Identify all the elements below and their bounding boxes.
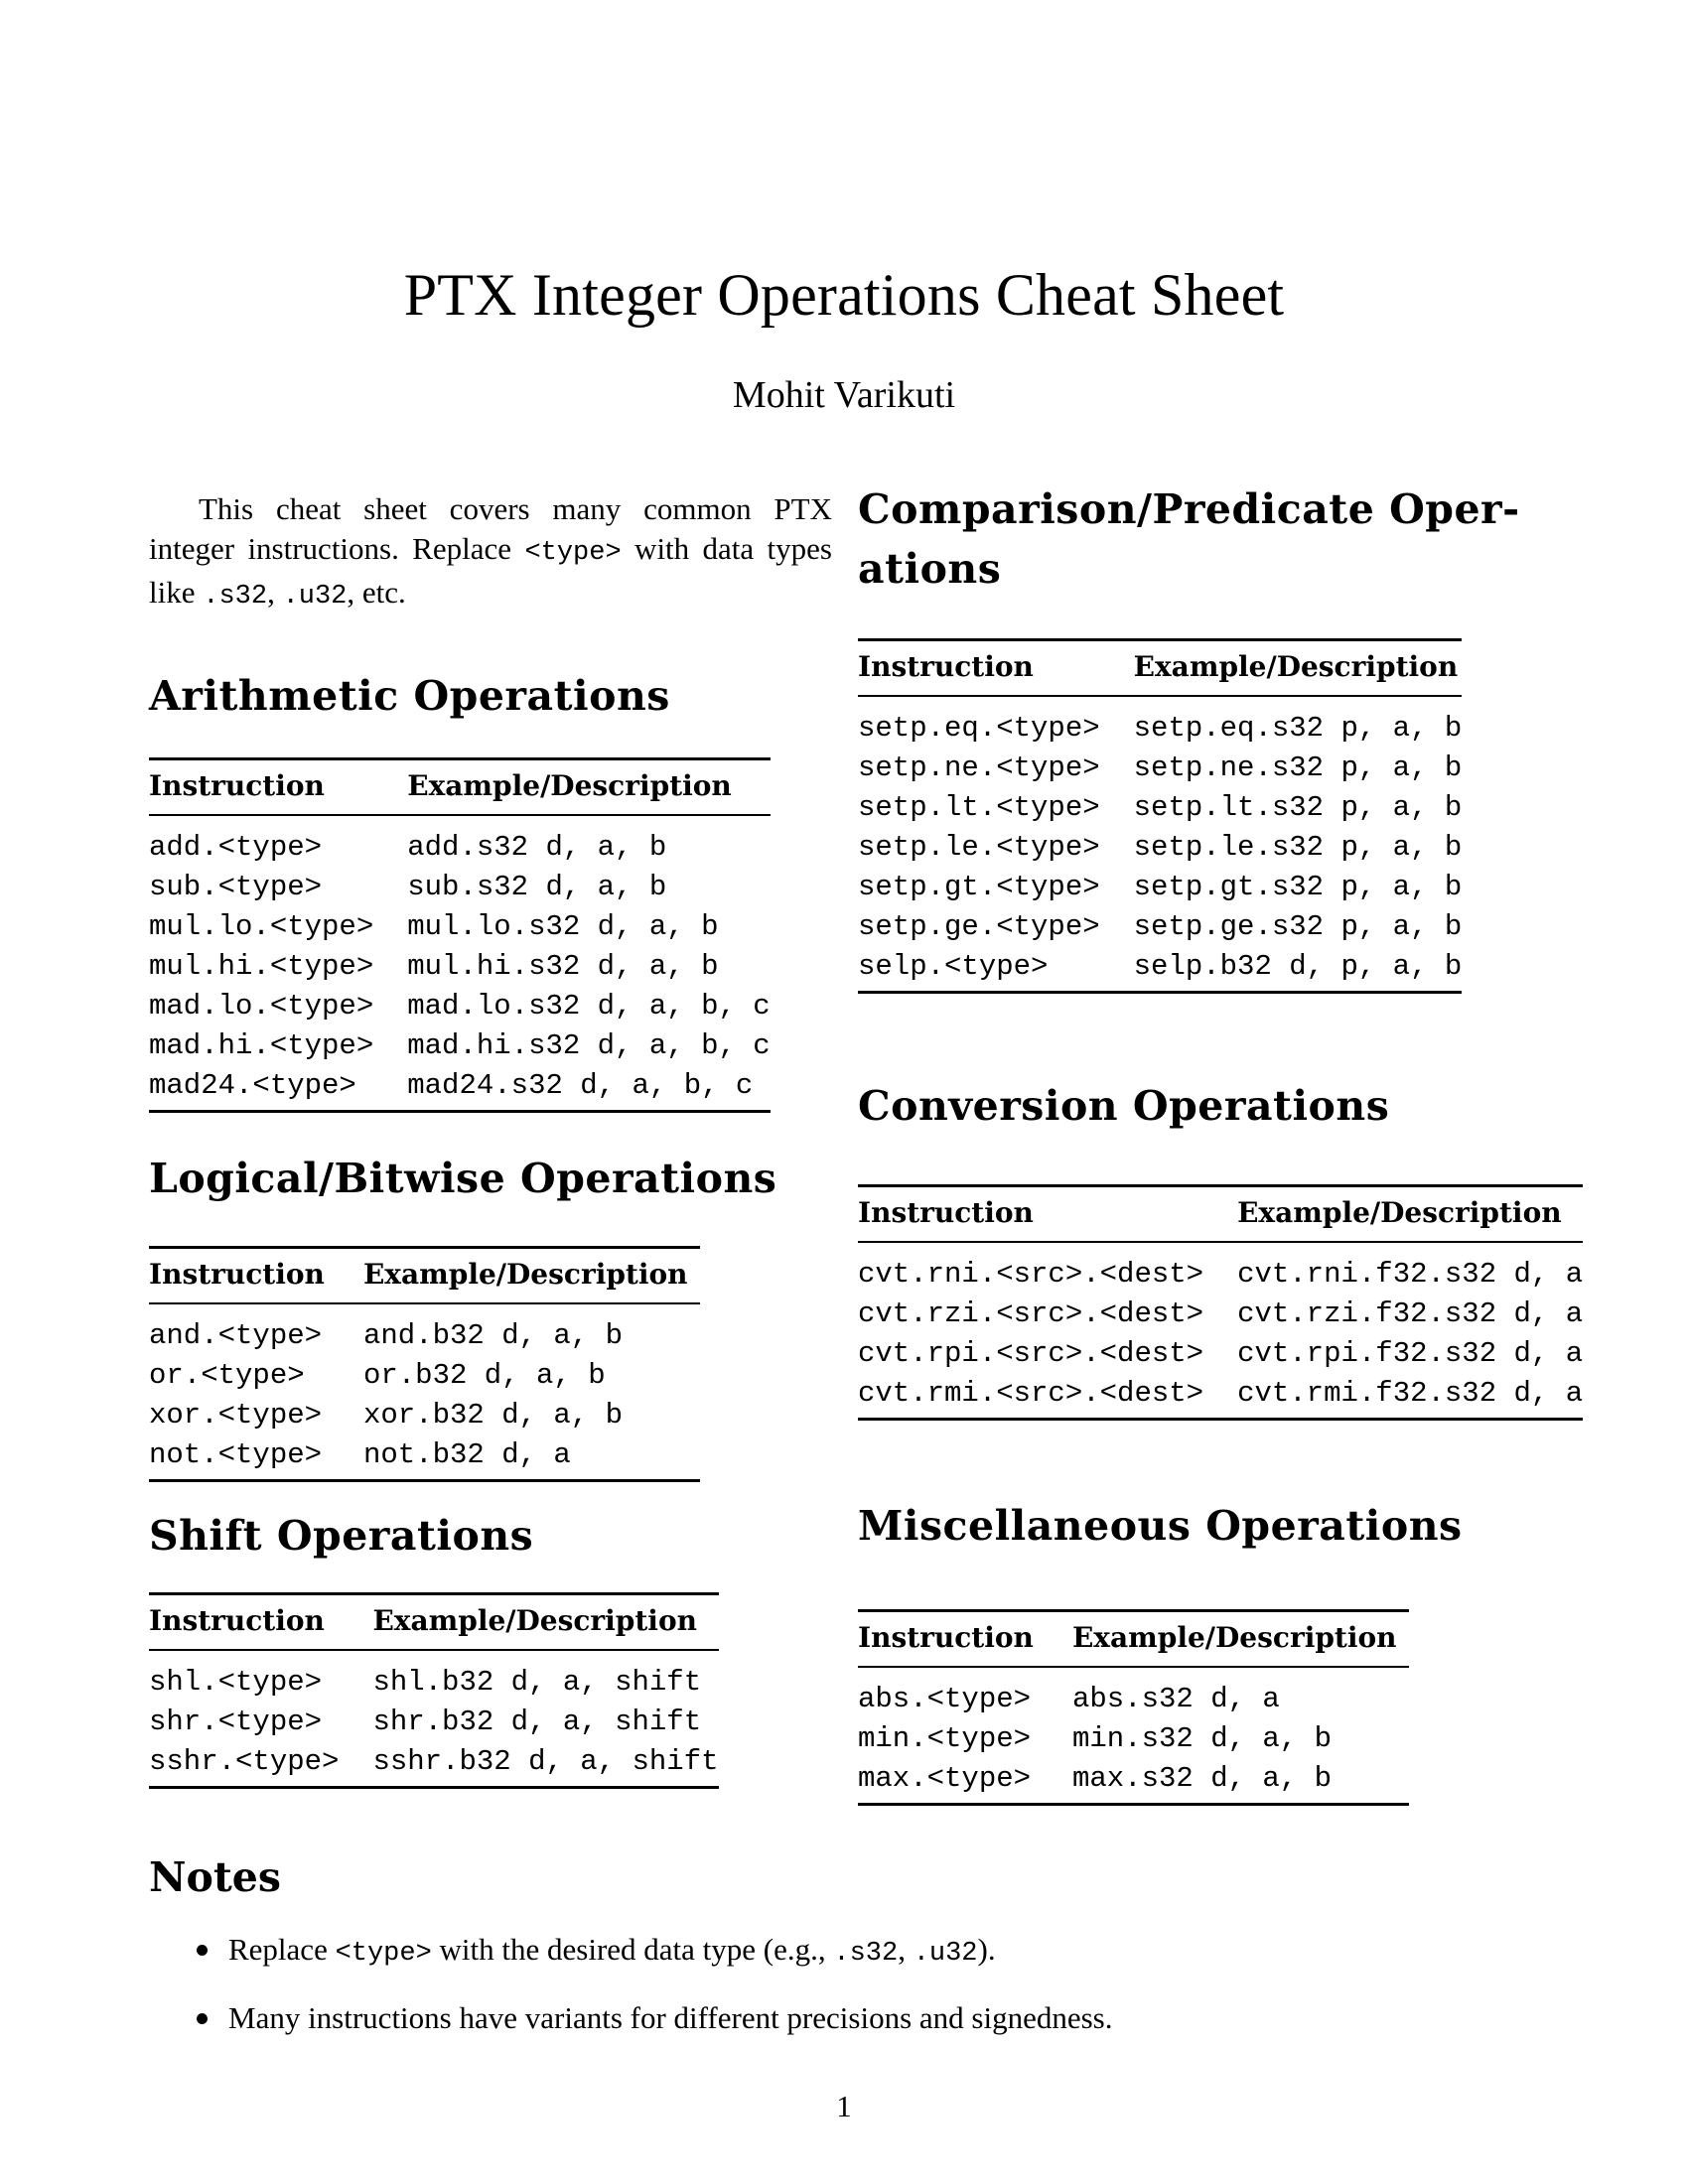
column-header-instruction: Instruction bbox=[149, 1248, 363, 1304]
heading-line: ations bbox=[858, 545, 1002, 593]
note-text: Many instructions have variants for different precisions and signedness. bbox=[228, 2000, 1113, 2035]
table-header-row bbox=[149, 759, 771, 816]
table-row bbox=[858, 947, 1462, 993]
instruction-cell: mul.lo.<type> bbox=[149, 910, 374, 943]
instruction-cell: setp.eq.<type> bbox=[858, 712, 1100, 745]
table-header-row bbox=[149, 1248, 700, 1304]
table-row bbox=[858, 1667, 1409, 1719]
table-row bbox=[858, 868, 1462, 907]
notes-list bbox=[149, 1930, 1112, 2063]
instruction-cell: setp.gt.<type> bbox=[858, 871, 1100, 903]
example-cell: setp.le.s32 p, a, b bbox=[1133, 831, 1463, 864]
table-row bbox=[149, 1066, 771, 1112]
section-heading-arithmetic: Arithmetic Operations bbox=[149, 672, 670, 720]
table-row bbox=[858, 1295, 1583, 1334]
example-cell: shr.b32 d, a, shift bbox=[372, 1706, 702, 1738]
table-row bbox=[149, 815, 771, 868]
example-cell: setp.lt.s32 p, a, b bbox=[1133, 791, 1463, 824]
example-cell: sshr.b32 d, a, shift bbox=[372, 1745, 719, 1778]
instruction-cell: cvt.rpi.<src>.<dest> bbox=[858, 1337, 1204, 1370]
instruction-cell: or.<type> bbox=[149, 1359, 305, 1392]
example-cell: mul.lo.s32 d, a, b bbox=[407, 910, 719, 943]
example-cell: cvt.rni.f32.s32 d, a bbox=[1237, 1258, 1584, 1291]
table-row bbox=[149, 947, 771, 987]
section-heading-conversion: Conversion Operations bbox=[858, 1082, 1390, 1130]
instruction-cell: mad24.<type> bbox=[149, 1069, 356, 1102]
bullet-icon bbox=[197, 2013, 208, 2024]
instruction-cell: selp.<type> bbox=[858, 950, 1049, 983]
intro-paragraph bbox=[149, 489, 832, 616]
instruction-cell: sub.<type> bbox=[149, 871, 323, 903]
table-row bbox=[149, 1026, 771, 1066]
instruction-cell: setp.le.<type> bbox=[858, 831, 1100, 864]
column-header-example: Example/Description bbox=[372, 1594, 718, 1651]
instruction-cell: and.<type> bbox=[149, 1319, 323, 1352]
example-cell: selp.b32 d, p, a, b bbox=[1133, 950, 1463, 983]
intro-code-u32: .u32 bbox=[282, 582, 348, 612]
column-header-example: Example/Description bbox=[1072, 1611, 1409, 1668]
example-cell: mad.hi.s32 d, a, b, c bbox=[407, 1029, 771, 1062]
example-cell: setp.ne.s32 p, a, b bbox=[1133, 751, 1463, 784]
note-text: with the desired data type (e.g., bbox=[431, 1932, 834, 1967]
column-header-instruction: Instruction bbox=[149, 759, 407, 816]
example-cell: or.b32 d, a, b bbox=[362, 1359, 606, 1392]
heading-line: Comparison/Predicate Oper- bbox=[858, 485, 1520, 533]
instruction-cell: setp.ne.<type> bbox=[858, 751, 1100, 784]
note-code-s32: .s32 bbox=[833, 1939, 899, 1969]
note-item bbox=[149, 1998, 1112, 2038]
example-cell: add.s32 d, a, b bbox=[407, 831, 667, 864]
table-row bbox=[149, 907, 771, 947]
section-heading-misc: Miscellaneous Operations bbox=[858, 1502, 1463, 1550]
table-row bbox=[149, 987, 771, 1026]
instruction-cell: sshr.<type> bbox=[149, 1745, 340, 1778]
table-row bbox=[149, 1396, 700, 1435]
example-cell: shl.b32 d, a, shift bbox=[372, 1666, 702, 1699]
logical-table bbox=[149, 1246, 700, 1482]
table-header-row bbox=[858, 1186, 1583, 1243]
table-header-row bbox=[858, 1611, 1409, 1668]
example-cell: xor.b32 d, a, b bbox=[362, 1399, 624, 1432]
table-row bbox=[858, 1719, 1409, 1759]
section-heading-logical: Logical/Bitwise Operations bbox=[149, 1155, 777, 1202]
instruction-cell: min.<type> bbox=[858, 1722, 1032, 1755]
instruction-cell: cvt.rzi.<src>.<dest> bbox=[858, 1297, 1204, 1330]
bullet-icon bbox=[197, 1945, 208, 1956]
table-row bbox=[858, 1242, 1583, 1295]
instruction-cell: shl.<type> bbox=[149, 1666, 323, 1699]
note-item bbox=[149, 1930, 1112, 1974]
intro-text: with data types like bbox=[149, 531, 832, 610]
table-row bbox=[858, 907, 1462, 947]
table-row bbox=[149, 1742, 719, 1788]
example-cell: not.b32 d, a bbox=[362, 1438, 571, 1471]
section-heading-comparison bbox=[858, 479, 1520, 599]
instruction-cell: max.<type> bbox=[858, 1762, 1032, 1795]
instruction-cell: setp.ge.<type> bbox=[858, 910, 1100, 943]
author-name: Mohit Varikuti bbox=[732, 374, 956, 416]
table-header-row bbox=[149, 1594, 719, 1651]
table-row bbox=[858, 828, 1462, 868]
instruction-cell: cvt.rmi.<src>.<dest> bbox=[858, 1377, 1204, 1410]
intro-text: This cheat sheet covers many common PTX integer instructions. Replace bbox=[149, 491, 832, 566]
example-cell: min.s32 d, a, b bbox=[1071, 1722, 1333, 1755]
instruction-cell: mad.lo.<type> bbox=[149, 990, 374, 1023]
intro-text: , bbox=[267, 575, 283, 610]
example-cell: cvt.rpi.f32.s32 d, a bbox=[1237, 1337, 1584, 1370]
column-header-example: Example/Description bbox=[1134, 640, 1463, 697]
instruction-cell: add.<type> bbox=[149, 831, 323, 864]
note-code-u32: .u32 bbox=[913, 1939, 978, 1969]
table-header-row bbox=[858, 640, 1462, 697]
page-number: 1 bbox=[836, 2089, 852, 2123]
table-row bbox=[858, 1759, 1409, 1805]
instruction-cell: xor.<type> bbox=[149, 1399, 323, 1432]
note-text: , bbox=[898, 1932, 914, 1967]
table-row bbox=[858, 1374, 1583, 1420]
example-cell: setp.eq.s32 p, a, b bbox=[1133, 712, 1463, 745]
intro-text: , etc. bbox=[347, 575, 406, 610]
example-cell: mad.lo.s32 d, a, b, c bbox=[407, 990, 771, 1023]
table-row bbox=[858, 696, 1462, 749]
example-cell: abs.s32 d, a bbox=[1071, 1683, 1280, 1715]
intro-code-s32: .s32 bbox=[203, 582, 268, 612]
instruction-cell: shr.<type> bbox=[149, 1706, 323, 1738]
arithmetic-table bbox=[149, 757, 771, 1113]
table-row bbox=[149, 1435, 700, 1481]
page-title: PTX Integer Operations Cheat Sheet bbox=[403, 262, 1285, 328]
example-cell: and.b32 d, a, b bbox=[362, 1319, 624, 1352]
table-row bbox=[149, 1356, 700, 1396]
instruction-cell: abs.<type> bbox=[858, 1683, 1032, 1715]
column-header-instruction: Instruction bbox=[858, 1611, 1072, 1668]
misc-table bbox=[858, 1609, 1409, 1806]
table-row bbox=[858, 788, 1462, 828]
table-row bbox=[149, 1303, 700, 1356]
table-row bbox=[858, 1334, 1583, 1374]
conversion-table bbox=[858, 1184, 1583, 1421]
column-header-instruction: Instruction bbox=[858, 640, 1134, 697]
note-code-type: <type> bbox=[335, 1939, 432, 1969]
example-cell: cvt.rmi.f32.s32 d, a bbox=[1237, 1377, 1584, 1410]
comparison-table bbox=[858, 638, 1462, 994]
table-row bbox=[149, 1703, 719, 1742]
instruction-cell: cvt.rni.<src>.<dest> bbox=[858, 1258, 1204, 1291]
note-text: Replace bbox=[228, 1932, 336, 1967]
table-row bbox=[858, 749, 1462, 788]
column-header-instruction: Instruction bbox=[149, 1594, 372, 1651]
section-heading-shift: Shift Operations bbox=[149, 1512, 534, 1560]
column-header-example: Example/Description bbox=[1237, 1186, 1583, 1243]
column-header-instruction: Instruction bbox=[858, 1186, 1237, 1243]
example-cell: setp.gt.s32 p, a, b bbox=[1133, 871, 1463, 903]
section-heading-notes: Notes bbox=[149, 1853, 281, 1901]
note-text: ). bbox=[977, 1932, 996, 1967]
example-cell: mul.hi.s32 d, a, b bbox=[407, 950, 719, 983]
intro-code-type: <type> bbox=[524, 538, 622, 568]
example-cell: setp.ge.s32 p, a, b bbox=[1133, 910, 1463, 943]
instruction-cell: mul.hi.<type> bbox=[149, 950, 374, 983]
example-cell: max.s32 d, a, b bbox=[1071, 1762, 1333, 1795]
table-row bbox=[149, 868, 771, 907]
instruction-cell: mad.hi.<type> bbox=[149, 1029, 374, 1062]
column-header-example: Example/Description bbox=[407, 759, 770, 816]
example-cell: mad24.s32 d, a, b, c bbox=[407, 1069, 754, 1102]
table-row bbox=[149, 1650, 719, 1703]
column-header-example: Example/Description bbox=[363, 1248, 700, 1304]
example-cell: sub.s32 d, a, b bbox=[407, 871, 667, 903]
shift-table bbox=[149, 1592, 719, 1789]
instruction-cell: not.<type> bbox=[149, 1438, 323, 1471]
example-cell: cvt.rzi.f32.s32 d, a bbox=[1237, 1297, 1584, 1330]
instruction-cell: setp.lt.<type> bbox=[858, 791, 1100, 824]
